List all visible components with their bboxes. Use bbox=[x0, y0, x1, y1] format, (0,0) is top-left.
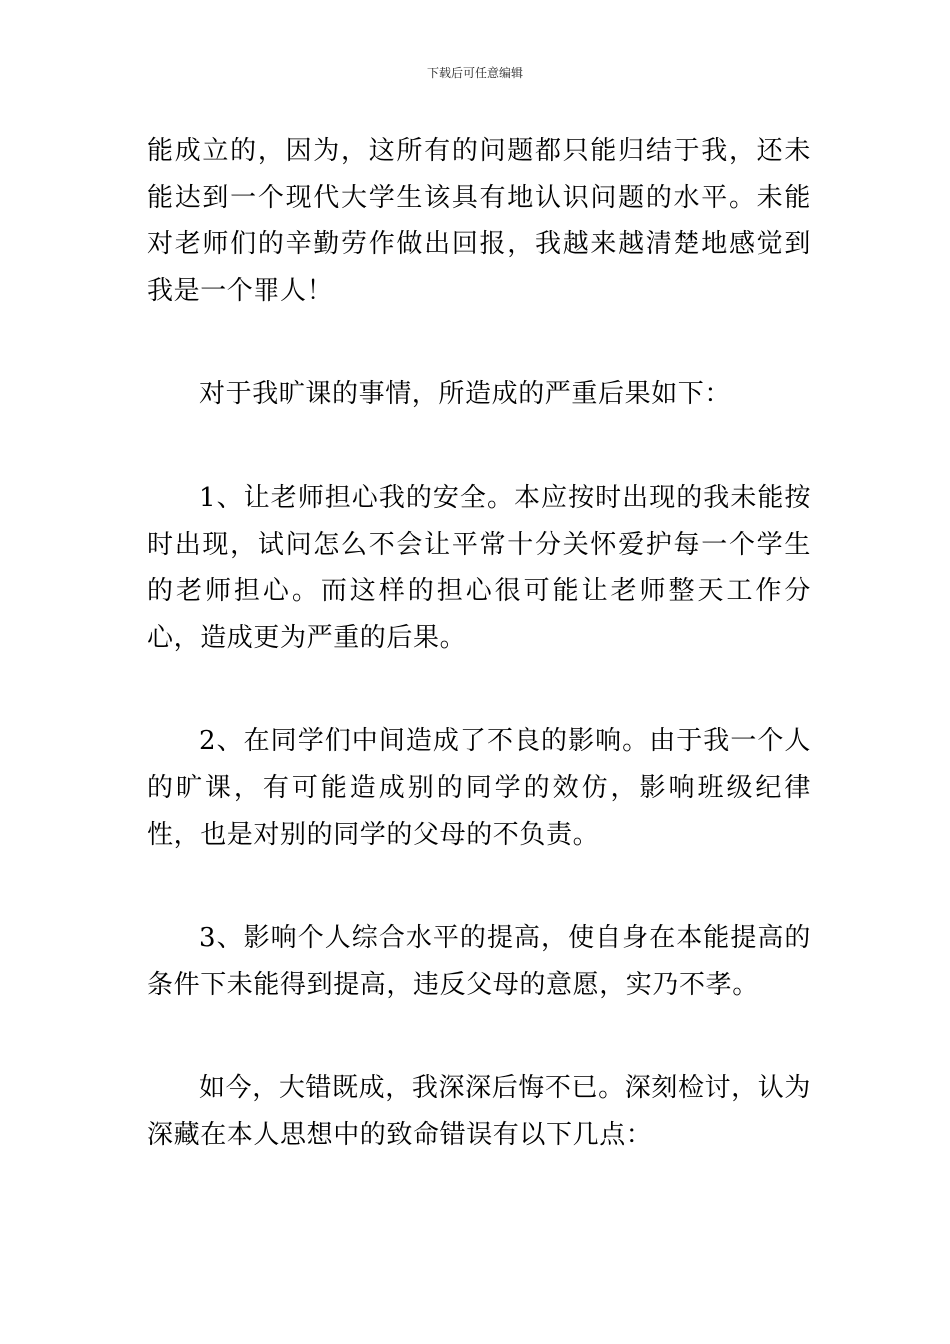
paragraph-reflection: 如今，大错既成，我深深后悔不已。深刻检讨，认为深藏在本人思想中的致命错误有以下几点： bbox=[147, 1073, 811, 1150]
paragraph-continuation: 能成立的，因为，这所有的问题都只能归结于我，还未能达到一个现代大学生该具有地认识问题的水平。未能对老师们的辛勤劳作做出回报，我越来越清楚地感觉到我是一个罪人！ bbox=[147, 136, 811, 306]
paragraph-consequence-1: 1、让老师担心我的安全。本应按时出现的我未能按时出现，试问怎么不会让平常十分关怀爱护每一个学生的老师担心。而这样的担心很可能让老师整天工作分心，造成更为严重的后果。 bbox=[147, 482, 811, 653]
paragraph-consequence-2: 2、在同学们中间造成了不良的影响。由于我一个人的旷课，有可能造成别的同学的效仿，影响班级纪律性，也是对别的同学的父母的不负责。 bbox=[147, 726, 811, 850]
document-body bbox=[147, 128, 811, 1159]
paragraph-consequence-3: 3、影响个人综合水平的提高，使自身在本能提高的条件下未能得到提高，违反父母的意愿，实乃不孝。 bbox=[147, 923, 811, 1000]
page-header: 下载后可任意编辑 bbox=[426, 66, 523, 80]
paragraph-consequences-intro: 对于我旷课的事情，所造成的严重后果如下： bbox=[199, 379, 732, 410]
